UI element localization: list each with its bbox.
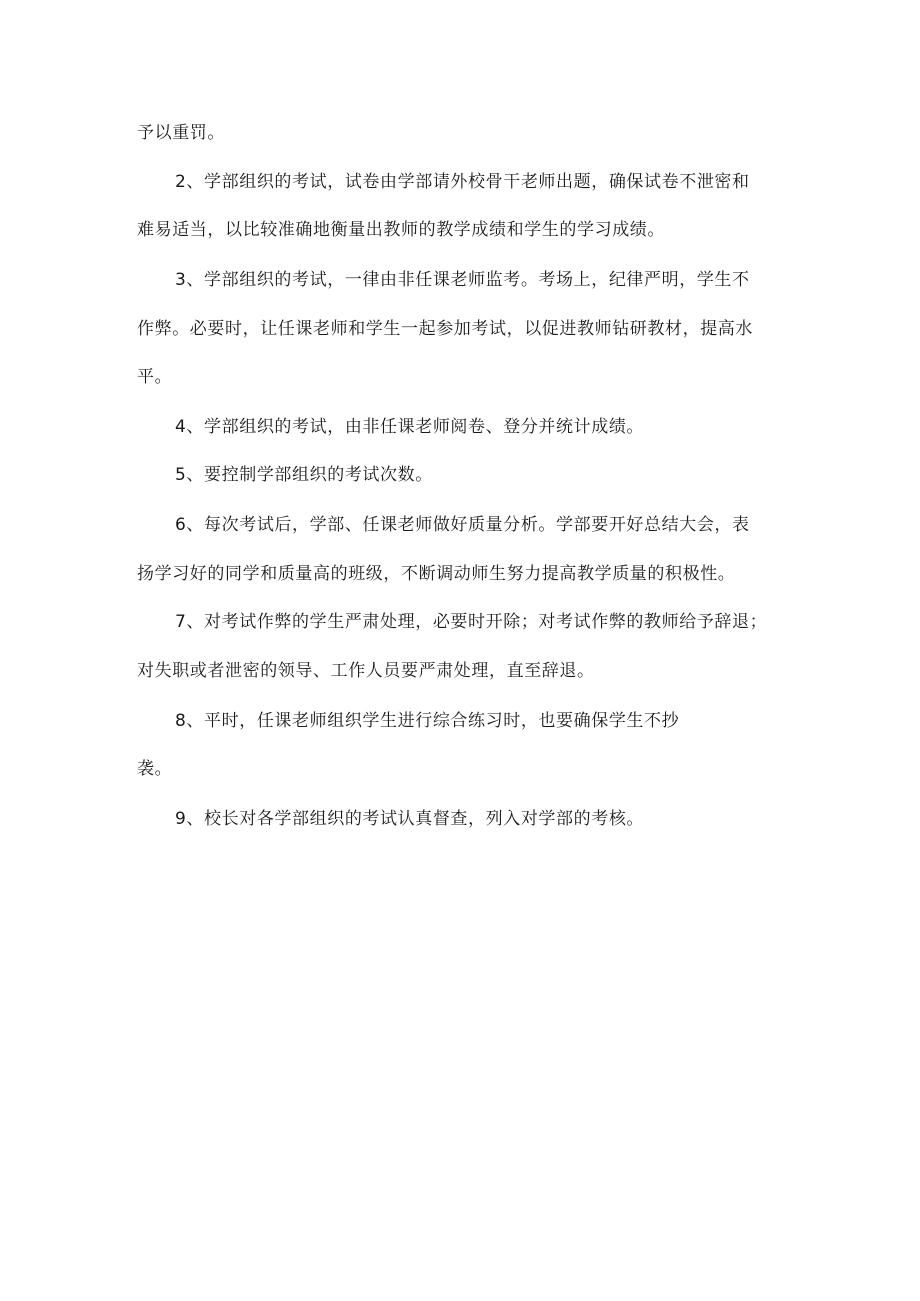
text-line: 9、校长对各学部组织的考试认真督查，列入对学部的考核。: [175, 809, 645, 829]
text-line: 袭。: [137, 759, 173, 779]
text-line: 予以重罚。: [137, 123, 225, 143]
text-line: 3、学部组织的考试，一律由非任课老师监考。考场上，纪律严明，学生不: [175, 270, 750, 290]
text-line: 作弊。必要时，让任课老师和学生一起参加考试，以促进教师钻研教材，提高水: [137, 319, 753, 339]
text-line: 平。: [137, 367, 173, 387]
text-line: 4、学部组织的考试，由非任课老师阅卷、登分并统计成绩。: [175, 417, 645, 437]
text-line: 2、学部组织的考试，试卷由学部请外校骨干老师出题，确保试卷不泄密和: [175, 172, 750, 192]
text-line: 扬学习好的同学和质量高的班级，不断调动师生努力提高教学质量的积极性。: [137, 564, 736, 584]
text-line: 8、平时，任课老师组织学生进行综合练习时，也要确保学生不抄: [175, 711, 680, 731]
text-line: 5、要控制学部组织的考试次数。: [175, 465, 433, 485]
text-line: 6、每次考试后，学部、任课老师做好质量分析。学部要开好总结大会，表: [175, 515, 750, 535]
text-line: 7、对考试作弊的学生严肃处理，必要时开除；对考试作弊的教师给予辞退；: [175, 612, 768, 632]
text-line: 对失职或者泄密的领导、工作人员要严肃处理，直至辞退。: [137, 661, 595, 681]
text-line: 难易适当，以比较准确地衡量出教师的教学成绩和学生的学习成绩。: [137, 220, 665, 240]
